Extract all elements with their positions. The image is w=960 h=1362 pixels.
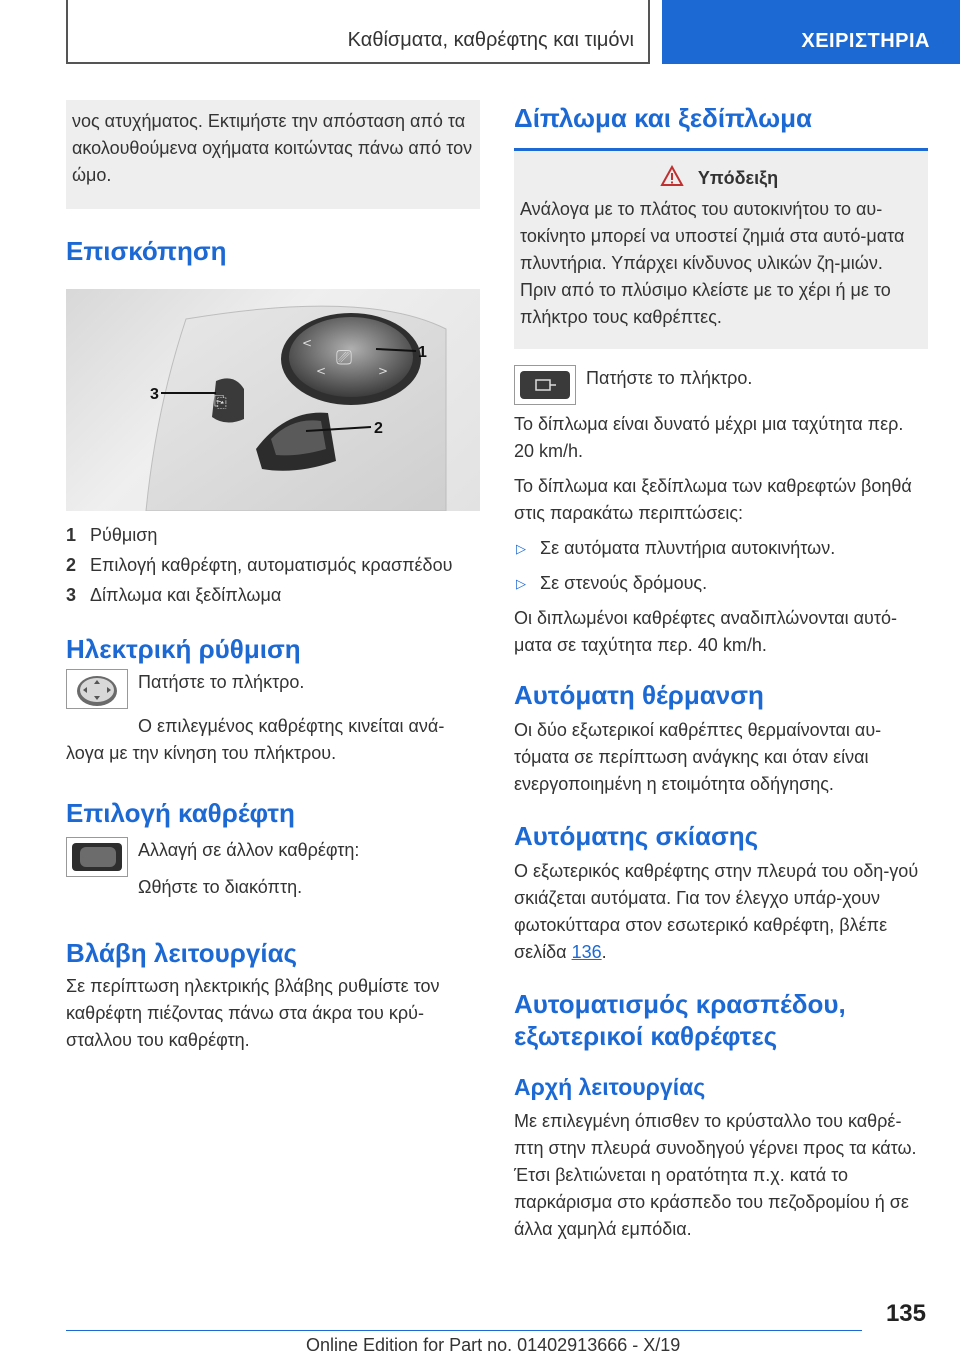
legend-text: Επιλογή καθρέφτη, αυτοματισμός κρασπέδου (90, 555, 453, 575)
warning-title-row (520, 165, 918, 192)
curb-heading-line-2: εξωτερικοί καθρέφτες (514, 1021, 778, 1051)
overview-heading: Επισκόπηση (66, 236, 227, 266)
mirror-select-step (66, 837, 480, 901)
legend-list (66, 521, 480, 609)
select-step-2: Ωθήστε το διακόπτη. (138, 877, 303, 897)
adjust-knob-icon (66, 669, 128, 709)
callout-1: 1 (418, 344, 427, 361)
footer-rule (66, 1330, 862, 1331)
fold-help-text: Το δίπλωμα και ξεδίπλωμα των καθρεφτών βοηθά στις παρακάτω περιπτώσεις: (514, 476, 912, 523)
bullet-item (514, 570, 928, 597)
dimming-heading: Αυτόματης σκίασης (514, 821, 759, 851)
svg-text:<: < (302, 336, 313, 350)
mirror-select-heading: Επιλογή καθρέφτη (66, 798, 295, 828)
legend-text: Δίπλωμα και ξεδίπλωμα (90, 585, 282, 605)
page-link-136[interactable]: 136 (571, 942, 602, 962)
fold-step (514, 365, 928, 405)
bullet-triangle-icon: ▷ (516, 541, 526, 556)
callout-2: 2 (374, 420, 383, 437)
mirror-switch-icon (66, 837, 128, 877)
warning-text: Ανάλογα με το πλάτος του αυτοκινήτου το αυ-τοκίνητο μπορεί να υποστεί ζημιά στα αυτό-ματα πλυντήρια. Υπάρχει κίνδυνος υλικών ζη-μιών. Πριν από το πλύσιμο κλείστε με το χέρι ή με το πλήκτρο τους καθρέπτες. (520, 199, 905, 327)
legend-number: 1 (66, 525, 77, 545)
legend-item (66, 551, 480, 579)
electric-step-2: Ο επιλεγμένος καθρέφτης κινείται ανά-λογα με την κίνηση του πλήκτρου. (66, 716, 445, 763)
mirror-controls-illustration (66, 289, 480, 511)
fold-button-icon (514, 365, 576, 405)
fold-step-text: Πατήστε το πλήκτρο. (586, 368, 753, 388)
warning-title: Υπόδειξη (697, 168, 779, 188)
bullet-triangle-icon: ▷ (516, 576, 526, 591)
bullet-text: Σε αυτόματα πλυντήρια αυτοκινήτων. (540, 538, 836, 558)
svg-text:<: < (316, 364, 327, 378)
right-column (514, 100, 928, 1243)
principle-text: Με επιλεγμένη όπισθεν το κρύσταλλο του καθρέ-πτη στην πλευρά συνοδηγού γέρνει προς τα κάτω. Έτσι βελτιώνεται η ορατότητα π.χ. κατά το παρκάρισμα στο κράσπεδο του πεζοδρομίου ή σε άλλα χαμηλά εμπόδια. (514, 1111, 917, 1239)
dimming-text: Ο εξωτερικός καθρέφτης στην πλευρά του οδη-γού σκιάζεται αυτόματα. Για τον έλεγχο υπάρ-χουν φωτοκύτταρα στον εσωτερικό καθρέφτη, βλέπε σελίδα 136. (514, 861, 919, 962)
chapter-tab[interactable]: ΧΕΙΡΙΣΤΗΡΙΑ (662, 0, 960, 64)
fold-heading: Δίπλωμα και ξεδίπλωμα (514, 103, 812, 133)
heating-text: Οι δύο εξωτερικοί καθρέπτες θερμαίνονται αυ-τόματα σε περίπτωση ανάγκης και όταν είναι ενεργοποιημένη η ετοιμότητα οδήγησης. (514, 720, 882, 794)
fault-text: Σε περίπτωση ηλεκτρικής βλάβης ρυθμίστε τον καθρέφτη πιέζοντας πάνω στα άκρα του κρύ-σταλλου του καθρέφτη. (66, 976, 440, 1050)
legend-text: Ρύθμιση (90, 525, 158, 545)
electric-step-1: Πατήστε το πλήκτρο. (138, 672, 305, 692)
principle-heading: Αρχή λειτουργίας (514, 1074, 706, 1100)
select-step-1: Αλλαγή σε άλλον καθρέφτη: (138, 840, 360, 860)
fault-heading: Βλάβη λειτουργίας (66, 938, 298, 968)
svg-text:>: > (378, 364, 389, 378)
edition-text: Online Edition for Part no. 01402913666 - X/19 (306, 1335, 681, 1355)
legend-item (66, 581, 480, 609)
mirror-controls-photo (66, 289, 480, 511)
legend-number: 2 (66, 555, 77, 575)
bullet-item (514, 535, 928, 562)
page-number: 135 (885, 1300, 926, 1327)
legend-item (66, 521, 480, 549)
warning-triangle-icon (660, 165, 684, 192)
fold-unfold-text: Οι διπλωμένοι καθρέφτες αναδιπλώνονται αυτό-ματα σε ταχύτητα περ. 40 km/h. (514, 608, 897, 655)
legend-number: 3 (66, 585, 77, 605)
warning-box (514, 151, 928, 349)
bullet-text: Σε στενούς δρόμους. (540, 573, 708, 593)
intro-box: νος ατυχήματος. Εκτιμήστε την απόσταση από τα ακολουθούμενα οχήματα κοιτώντας πάνω από τον ώμο. (66, 100, 480, 209)
callout-3: 3 (150, 386, 159, 403)
section-title: Καθίσματα, καθρέφτης και τιμόνι (66, 0, 650, 64)
electric-adjust-heading: Ηλεκτρική ρύθμιση (66, 634, 301, 664)
electric-adjust-step (66, 669, 480, 709)
svg-text:⎚: ⎚ (336, 345, 352, 369)
page-header (0, 0, 960, 66)
fold-speed-text: Το δίπλωμα είναι δυνατό μέχρι μια ταχύτητα περ. 20 km/h. (514, 414, 904, 461)
curb-heading-line-1: Αυτοματισμός κρασπέδου, (514, 989, 846, 1019)
heating-heading: Αυτόματη θέρμανση (514, 680, 764, 710)
svg-text:⎘: ⎘ (214, 392, 227, 411)
left-column (66, 100, 480, 1054)
